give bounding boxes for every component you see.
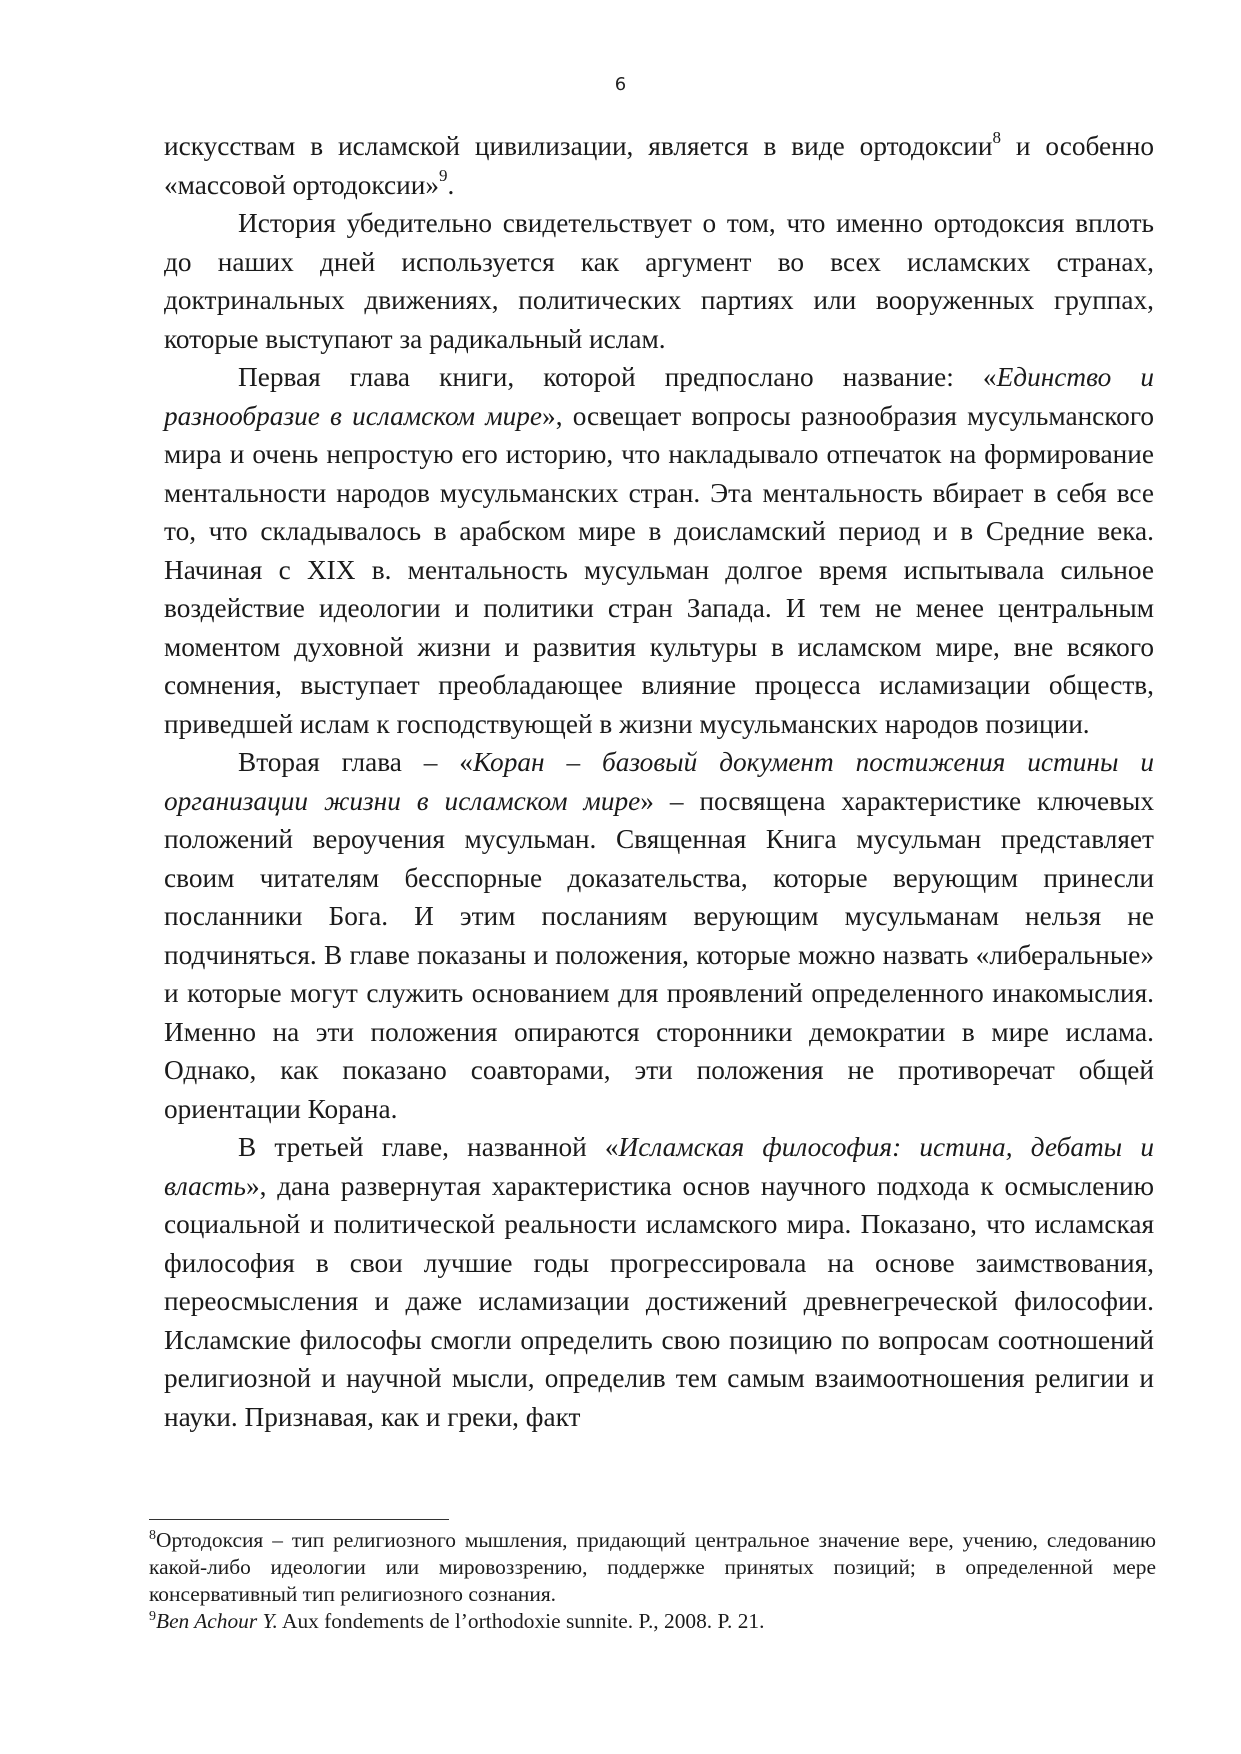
- chapter-2-title: Коран – базовый документ постижения истины и организации жизни в исламском мире: [164, 747, 1154, 816]
- footnote-9-text: Aux fondements de l’orthodoxie sunnite. P., 2008. P. 21.: [277, 1609, 765, 1633]
- paragraph-3-text-a: Первая глава книги, которой предпослано название: «: [238, 362, 997, 392]
- paragraph-5-text-b: », дана развернутая характеристика основ научного подхода к осмыслению социальной и политической реальности исламского мира. Показано, что исламская философия в свои лучшие годы прогрессировала на основе заимствования, переосмысления и даже исламизации достижений древнегреческой философии. Исламские философы смогли определить свою позицию по вопросам соотношений религиозной и научной мысли, определив тем самым взаимоотношения религии и науки. Признавая, как и греки, факт: [164, 1170, 1154, 1432]
- footnote-8: [149, 1527, 1156, 1608]
- paragraph-4-text-b: » – посвящена характеристике ключевых положений вероучения мусульман. Священная Книга мусульман представляет своим читателям бесспорные доказательства, которые верующим принесли посланники Бога. И этим посланиям верующим мусульманам нельзя не подчиняться. В главе показаны и положения, которые можно назвать «либеральные» и которые могут служить основанием для проявлений определенного инакомыслия. Именно на эти положения опираются сторонники демократии в мире ислама. Однако, как показано соавторами, эти положения не противоречат общей ориентации Корана.: [164, 785, 1154, 1124]
- body-text: [164, 127, 1154, 1436]
- chapter-3-title: Исламская философия: истина, дебаты и власть: [164, 1132, 1154, 1201]
- paragraph-1-text-c: .: [447, 169, 455, 200]
- paragraph-4: [164, 743, 1154, 1128]
- paragraph-5: [164, 1128, 1154, 1436]
- chapter-1-title: Единство и разнообразие в исламском мире: [164, 362, 1154, 431]
- paragraph-3-text-b: », освещает вопросы разнообразия мусульманского мира и очень непростую его историю, что накладывало отпечаток на формирование ментальности народов мусульманских стран. Эта ментальность вбирает в себя все то, что складывалось в арабском мире в доисламский период и в Средние века. Начиная с XIX в. ментальность мусульман долгое время испытывала сильное воздействие идеологии и политики стран Запада. И тем не менее центральным моментом духовной жизни и развития культуры в исламском мире, вне всякого сомнения, выступает преобладающее влияние процесса исламизации обществ, приведшей ислам к господствующей в жизни мусульманских народов позиции.: [164, 400, 1154, 739]
- paragraph-5-text-a: В третьей главе, названной «: [238, 1132, 619, 1162]
- footnote-9: [149, 1608, 1156, 1635]
- footnote-9-marker: 9: [149, 1608, 156, 1624]
- page-number: 6: [614, 74, 627, 95]
- paragraph-1-text-a: искусствам в исламской цивилизации, является в виде ортодоксии: [164, 131, 993, 161]
- footnote-divider: [149, 1519, 449, 1520]
- footnote-8-text: Ортодоксия – тип религиозного мышления, придающий центральное значение вере, учению, следованию какой-либо идеологии или мировоззрению, поддержке принятых позиций; в определенной мере консервативный тип религиозного сознания.: [149, 1528, 1156, 1606]
- paragraph-4-text-a: Вторая глава – «: [238, 747, 473, 777]
- paragraph-3: [164, 358, 1154, 743]
- footnote-9-author: Ben Achour Y.: [156, 1609, 278, 1633]
- paragraph-2: История убедительно свидетельствует о том, что именно ортодоксия вплоть до наших дней используется как аргумент во всех исламских странах, доктринальных движениях, политических партиях или вооруженных группах, которые выступают за радикальный ислам.: [164, 208, 1154, 354]
- footnote-ref-9[interactable]: 9: [438, 166, 448, 186]
- paragraph-1: [164, 127, 1154, 204]
- footnote-8-marker: 8: [149, 1527, 156, 1543]
- footnote-ref-8[interactable]: 8: [992, 127, 1001, 147]
- footnotes: [149, 1527, 1156, 1635]
- paragraph-1-text-b: и особенно «массовой ортодоксии»: [164, 131, 1155, 200]
